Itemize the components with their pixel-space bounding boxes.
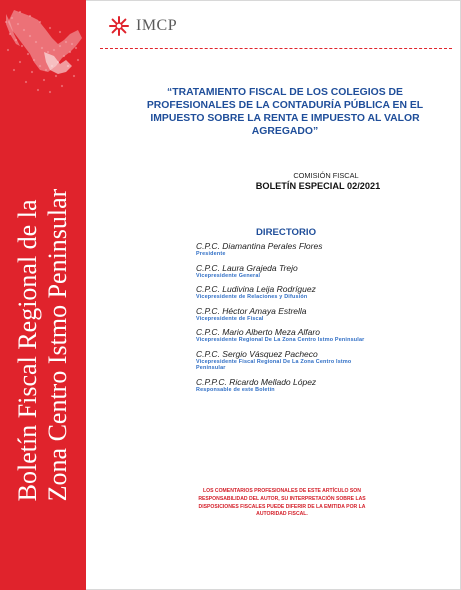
directory-member [196,241,376,258]
directory-member [196,284,376,301]
member-role: Vicepresidente Regional De La Zona Centro Istmo Peninsular [196,337,365,343]
directory-member [196,263,376,280]
bulletin-number: BOLETÍN ESPECIAL 02/2021 [255,181,381,191]
member-name: C.P.C. Sergio Vásquez Pacheco [196,348,318,359]
sidebar-vertical-title [13,189,73,502]
member-role: Vicepresidente de Relaciones y Difusión [196,294,308,300]
directory-member [196,349,376,372]
member-name: C.P.C. Diamantina Perales Flores [196,241,323,251]
document-title: “TRATAMIENTO FISCAL DE LOS COLEGIOS DE PROFESIONALES DE LA CONTADURÍA PÚBLICA EN EL IMPUESTO SOBRE LA RENTA E IMPUESTO AL VALOR AGREGADO” [146,87,424,137]
member-name: C.P.C. Mario Alberto Meza Alfaro [196,327,320,337]
member-name: C.P.C. Héctor Amaya Estrella [196,305,307,316]
member-role: Presidente [196,251,226,257]
logo-text: IMCP [136,17,178,34]
imcp-emblem-icon [108,15,130,37]
directory-member [196,327,376,344]
member-name: C.P.C. Laura Grajeda Trejo [196,262,298,273]
member-role: Vicepresidente de Fiscal [196,315,264,322]
disclaimer-note: LOS COMENTARIOS PROFESIONALES DE ESTE ARTÍCULO SON RESPONSABILIDAD DEL AUTOR, SU INTERPRETACIÓN SOBRE LAS DISPOSICIONES FISCALES PUEDE DIFERIR DE LA EMITIDA POR LA AUTORIDAD FISCAL. [198,488,366,518]
directory-heading: DIRECTORIO [256,227,317,238]
header-divider [100,48,452,49]
mexico-map-icon [0,0,86,110]
directory-member [196,306,376,323]
imcp-logo [108,14,177,38]
member-role: Responsable de este Boletín [196,386,275,393]
member-name: C.P.C. Ludivina Leija Rodríguez [196,284,316,294]
directory-member [196,377,376,394]
member-role: Vicepresidente Fiscal Regional De La Zona Centro Istmo Peninsular [196,358,352,371]
commission-label: COMISIÓN FISCAL [293,171,359,180]
sidebar-banner [0,0,86,590]
sidebar-title-line-1: Boletín Fiscal Regional de la [13,199,42,502]
directory-list [196,241,376,398]
member-role: Vicepresidente General [196,272,261,279]
sidebar-title-line-2: Zona Centro Istmo Peninsular [43,188,72,502]
member-name: C.P.P.C. Ricardo Mellado López [196,376,317,387]
